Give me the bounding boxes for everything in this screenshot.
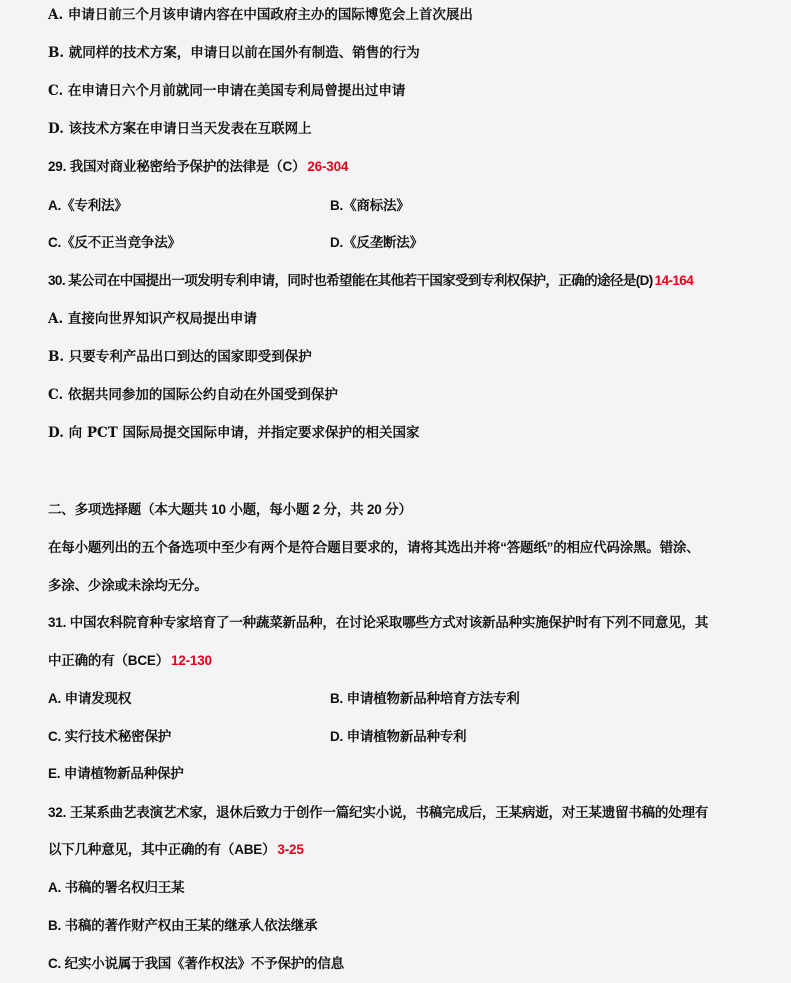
q32-option-c: C. 纪实小说属于我国《著作权法》不予保护的信息 [48,956,344,971]
q29-page-reference: 26-304 [307,159,349,174]
q32-page-reference: 3-25 [277,842,304,857]
q30-stem-line [48,271,693,291]
q29-options-row-2 [48,233,423,253]
q30-page-reference: 14-164 [654,273,694,288]
q32-option-b: B. 书稿的著作财产权由王某的继承人依法继承 [48,918,318,933]
q29-option-a: A.《专利法》 [48,198,128,213]
q30-stem: 30. 某公司在中国提出一项发明专利申请，同时也希望能在其他若干国家受到专利权保护，正确的途径是(D) [48,273,653,288]
q31-options-row-1 [48,689,520,709]
q31-page-reference: 12-130 [171,653,212,668]
q32-stem-line-2 [48,840,304,860]
section-2-instruction-line-2: 多涂、少涂或未涂均无分。 [48,578,208,593]
section-2-instruction-line-1: 在每小题列出的五个备选项中至少有两个是符合题目要求的，请将其选出并将“答题纸”的相应代码涂黑。错涂、 [48,540,700,555]
q29-options-row-1 [48,196,410,216]
q31-option-e: E. 申请植物新品种保护 [48,766,184,781]
q31-option-b: B. 申请植物新品种培育方法专利 [330,691,520,706]
q31-options-row-2 [48,727,467,747]
q31-stem-line-1: 31. 中国农科院育种专家培育了一种蔬菜新品种，在讨论采取哪些方式对该新品种实施保护时有下列不同意见，其 [48,615,709,630]
q30-option-d: D. 向 PCT 国际局提交国际申请，并指定要求保护的相关国家 [48,425,420,441]
q28-option-a: A. 申请日前三个月该申请内容在中国政府主办的国际博览会上首次展出 [48,7,473,23]
q32-stem-line-1: 32. 王某系曲艺表演艺术家，退休后致力于创作一篇纪实小说，书稿完成后，王某病逝，对王某遗留书稿的处理有 [48,805,709,820]
q29-option-c: C.《反不正当竞争法》 [48,235,181,250]
q31-stem-continued: 中正确的有（BCE） [48,653,170,668]
q28-option-d: D. 该技术方案在申请日当天发表在互联网上 [48,121,312,137]
section-2-heading: 二、多项选择题（本大题共 10 小题，每小题 2 分，共 20 分） [48,502,412,517]
q29-option-d: D.《反垄断法》 [330,235,423,250]
q30-option-b: B. 只要专利产品出口到达的国家即受到保护 [48,349,312,365]
q29-option-b: B.《商标法》 [330,198,410,213]
q28-option-b: B. 就同样的技术方案，申请日以前在国外有制造、销售的行为 [48,45,420,61]
q32-stem-continued: 以下几种意见，其中正确的有（ABE） [48,842,276,857]
q32-option-a: A. 书稿的署名权归王某 [48,880,185,895]
q30-option-a: A. 直接向世界知识产权局提出申请 [48,311,257,327]
q29-stem-line [48,157,348,177]
q30-option-c: C. 依据共同参加的国际公约自动在外国受到保护 [48,387,338,403]
q31-option-a: A. 申请发现权 [48,691,132,706]
q28-option-c: C. 在申请日六个月前就同一申请在美国专利局曾提出过申请 [48,83,406,99]
q31-option-c: C. 实行技术秘密保护 [48,729,172,744]
q29-stem: 29. 我国对商业秘密给予保护的法律是（C） [48,159,306,174]
q31-option-d: D. 申请植物新品种专利 [330,729,467,744]
q31-stem-line-2 [48,651,212,671]
